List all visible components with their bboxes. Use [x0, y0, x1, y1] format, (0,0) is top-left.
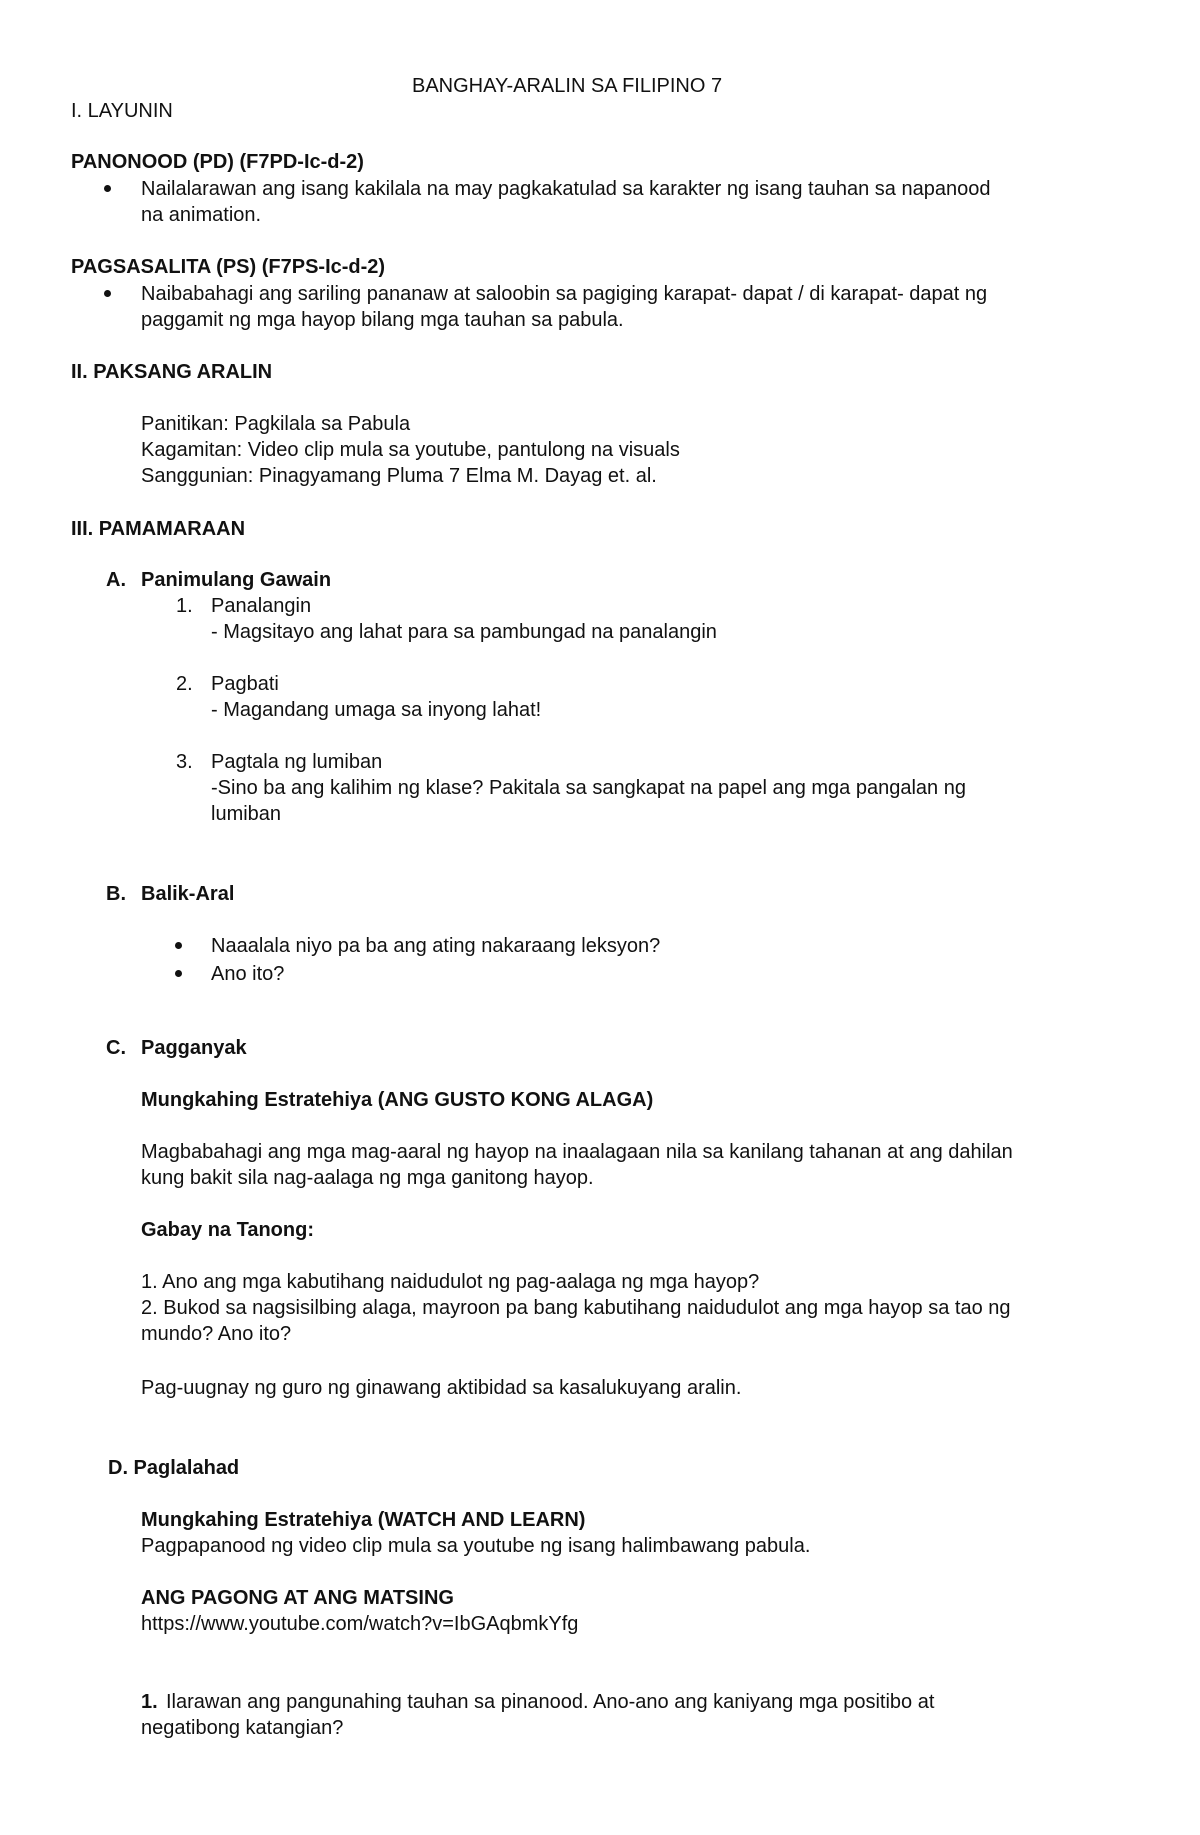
item-title-panalangin: Panalangin [211, 595, 312, 617]
part-b-letter: B. [106, 883, 126, 905]
balik-aral-bullet: Ano ito? [211, 963, 285, 985]
part-a-heading: Panimulang Gawain [141, 569, 332, 591]
part-d-heading: D. Paglalahad [108, 1457, 240, 1479]
subheading-pagsasalita: PAGSASALITA (PS) (F7PS-Ic-d-2) [71, 256, 386, 278]
c-desc-line-2: kung bakit sila nag-aalaga ng mga ganitong hayop. [141, 1167, 594, 1189]
bullet-icon [104, 290, 111, 297]
gabay-question-1: 1. Ano ang mga kabutihang naidudulot ng pag-aalaga ng mga hayop? [141, 1271, 760, 1293]
ps-objective-line-2: paggamit ng mga hayop bilang mga tauhan sa pabula. [141, 309, 624, 331]
c-strategy: Mungkahing Estratehiya (ANG GUSTO KONG ALAGA) [141, 1089, 654, 1111]
paksa-sanggunian: Sanggunian: Pinagyamang Pluma 7 Elma M. Dayag et. al. [141, 465, 657, 487]
item-number: 3. [176, 751, 193, 773]
pag-uugnay: Pag-uugnay ng guro ng ginawang aktibidad sa kasalukuyang aralin. [141, 1377, 742, 1399]
d-strategy: Mungkahing Estratehiya (WATCH AND LEARN) [141, 1509, 586, 1531]
section-heading-paksa: II. PAKSANG ARALIN [71, 361, 273, 383]
bullet-icon [175, 970, 182, 977]
item-desc: - Magandang umaga sa inyong lahat! [211, 699, 542, 721]
bullet-icon [104, 185, 111, 192]
paksa-kagamitan: Kagamitan: Video clip mula sa youtube, pantulong na visuals [141, 439, 680, 461]
video-link[interactable]: https://www.youtube.com/watch?v=IbGAqbmkYfg [141, 1613, 579, 1635]
ps-objective-line-1: Naibabahagi ang sariling pananaw at saloobin sa pagiging karapat- dapat / di karapat- dapat ng [141, 283, 988, 305]
part-b-heading: Balik-Aral [141, 883, 235, 905]
item-desc: - Magsitayo ang lahat para sa pambungad na panalangin [211, 621, 717, 643]
part-a-letter: A. [106, 569, 126, 591]
item-desc: -Sino ba ang kalihim ng klase? Pakitala sa sangkapat na papel ang mga pangalan ng [211, 777, 966, 799]
section-heading-layunin: I. LAYUNIN [71, 100, 173, 122]
page-title: BANGHAY-ARALIN SA FILIPINO 7 [412, 75, 723, 97]
d-question-line-1: Ilarawan ang pangunahing tauhan sa pinanood. Ano-ano ang kaniyang mga positibo at [166, 1691, 935, 1713]
d-question-number: 1. [141, 1691, 158, 1713]
c-desc-line-1: Magbabahagi ang mga mag-aaral ng hayop na inaalagaan nila sa kanilang tahanan at ang dahilan [141, 1141, 1013, 1163]
d-question-line-2: negatibong katangian? [141, 1717, 344, 1739]
story-title: ANG PAGONG AT ANG MATSING [141, 1587, 454, 1609]
balik-aral-bullet: Naaalala niyo pa ba ang ating nakaraang leksyon? [211, 935, 661, 957]
item-title-pagtala: Pagtala ng lumiban [211, 751, 383, 773]
item-desc: lumiban [211, 803, 282, 825]
gabay-heading: Gabay na Tanong: [141, 1219, 314, 1241]
part-c-heading: Pagganyak [141, 1037, 247, 1059]
section-heading-pamamaraan: III. PAMAMARAAN [71, 518, 246, 540]
pd-objective-line-1: Nailalarawan ang isang kakilala na may pagkakatulad sa karakter ng isang tauhan sa napanood [141, 178, 991, 200]
gabay-question-2-line-1: 2. Bukod sa nagsisilbing alaga, mayroon pa bang kabutihang naidudulot ang mga hayop sa tao ng [141, 1297, 1011, 1319]
d-desc: Pagpapanood ng video clip mula sa youtube ng isang halimbawang pabula. [141, 1535, 811, 1557]
pd-objective-line-2: na animation. [141, 204, 262, 226]
part-c-letter: C. [106, 1037, 126, 1059]
item-title-pagbati: Pagbati [211, 673, 279, 695]
item-number: 1. [176, 595, 193, 617]
bullet-icon [175, 942, 182, 949]
paksa-panitikan: Panitikan: Pagkilala sa Pabula [141, 413, 411, 435]
item-number: 2. [176, 673, 193, 695]
subheading-panonood: PANONOOD (PD) (F7PD-Ic-d-2) [71, 151, 364, 173]
gabay-question-2-line-2: mundo? Ano ito? [141, 1323, 292, 1345]
